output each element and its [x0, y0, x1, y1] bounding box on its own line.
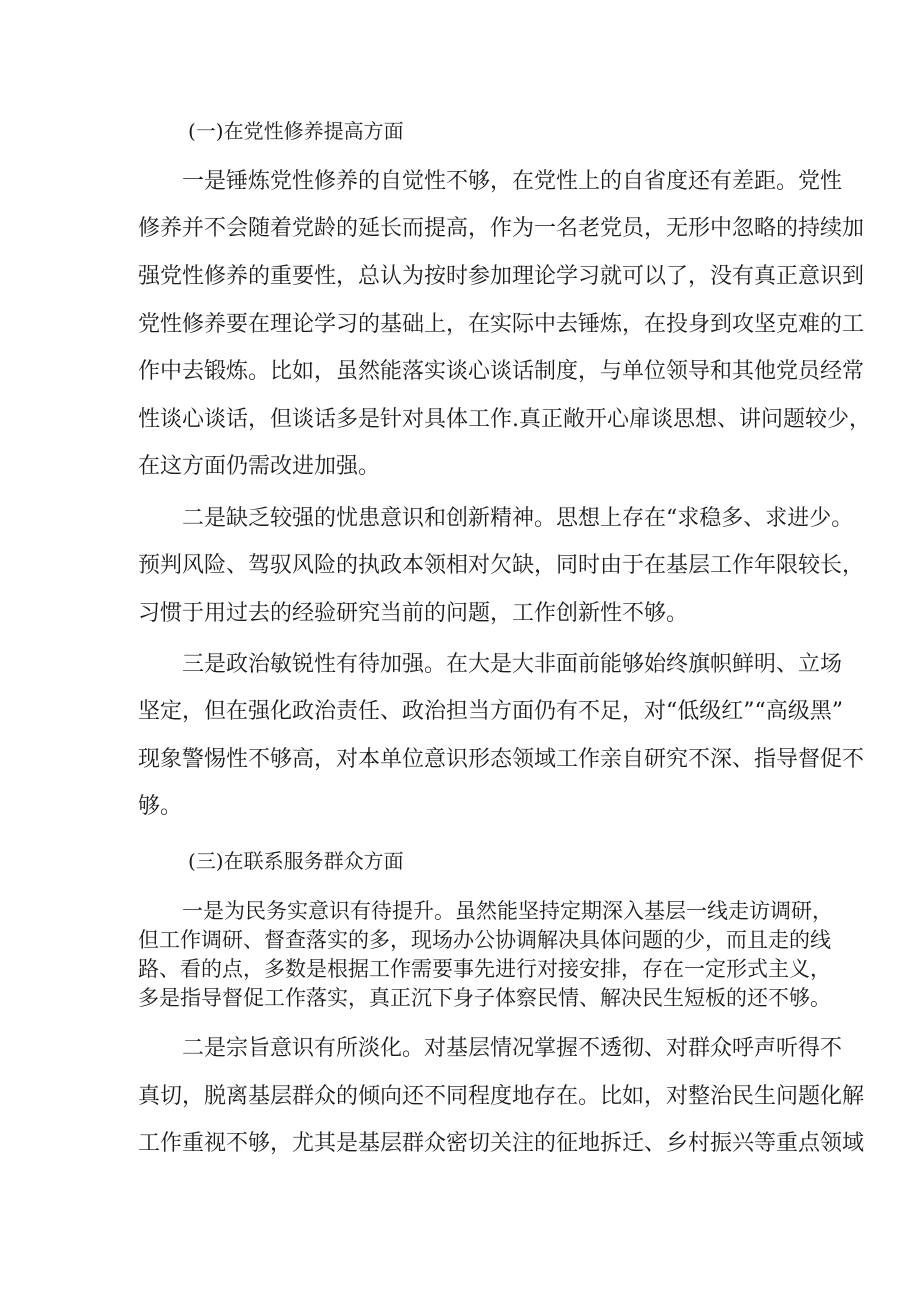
paragraph-5-line-3: 工作重视不够，尤其是基层群众密切关注的征地拆迁、乡村振兴等重点领域 — [138, 1131, 865, 1156]
paragraph-3-line-3: 现象警惕性不够高，对本单位意识形态领域工作亲自研究不深、指导督促不 — [138, 747, 865, 772]
paragraph-1-line-7: 在这方面仍需改进加强。 — [138, 454, 381, 479]
paragraph-3-line-2: 坚定，但在强化政治责任、政治担当方面仍有不足，对“低级红”“高级黑” — [138, 699, 843, 724]
paragraph-2-line-3: 习惯于用过去的经验研究当前的问题，工作创新性不够。 — [138, 601, 689, 626]
paragraph-4-line-3: 路、看的点，多数是根据工作需要事先进行对接安排，存在一定形式主义， — [138, 957, 831, 981]
paragraph-5-line-2: 真切，脱离基层群众的倾向还不同程度地存在。比如，对整治民生问题化解 — [138, 1084, 865, 1109]
paragraph-4-line-2: 但工作调研、督查落实的多，现场办公协调解决具体问题的少，而且走的线 — [138, 928, 831, 952]
paragraph-1-line-3: 强党性修养的重要性，总认为按时参加理论学习就可以了，没有真正意识到 — [138, 264, 865, 289]
section-heading-1: (一)在党性修养提高方面 — [188, 119, 404, 143]
paragraph-3-line-1: 三是政治敏锐性有待加强。在大是大非面前能够始终旗帜鲜明、立场 — [182, 652, 843, 677]
paragraph-2-line-2: 预判风险、驾驭风险的执政本领相对欠缺，同时由于在基层工作年限较长， — [138, 553, 865, 578]
paragraph-3-line-4: 够。 — [138, 794, 183, 819]
paragraph-1-line-1: 一是锤炼党性修养的自觉性不够，在党性上的自省度还有差距。党性 — [182, 169, 843, 194]
paragraph-1-line-6: 性谈心谈话，但谈话多是针对具体工作.真正敞开心扉谈思想、讲问题较少， — [138, 407, 871, 432]
paragraph-1-line-4: 党性修养要在理论学习的基础上，在实际中去锤炼，在投身到攻坚克难的工 — [138, 312, 865, 337]
paragraph-5-line-1: 二是宗旨意识有所淡化。对基层情况掌握不透彻、对群众呼声听得不 — [182, 1036, 843, 1061]
section-heading-2: (三)在联系服务群众方面 — [188, 849, 404, 873]
paragraph-1-line-5: 作中去锻炼。比如，虽然能落实谈心谈话制度，与单位领导和其他党员经常 — [138, 359, 865, 384]
paragraph-2-line-1: 二是缺乏较强的忧患意识和创新精神。思想上存在“求稳多、求进少。 — [182, 506, 854, 531]
paragraph-1-line-2: 修养并不会随着党龄的延长而提高，作为一名老党员，无形中忽略的持续加 — [138, 216, 865, 241]
paragraph-4-line-4: 多是指导督促工作落实，真正沉下身子体察民情、解决民生短板的还不够。 — [138, 986, 831, 1010]
paragraph-4-line-1: 一是为民务实意识有待提升。虽然能坚持定期深入基层一线走访调研， — [182, 899, 833, 923]
